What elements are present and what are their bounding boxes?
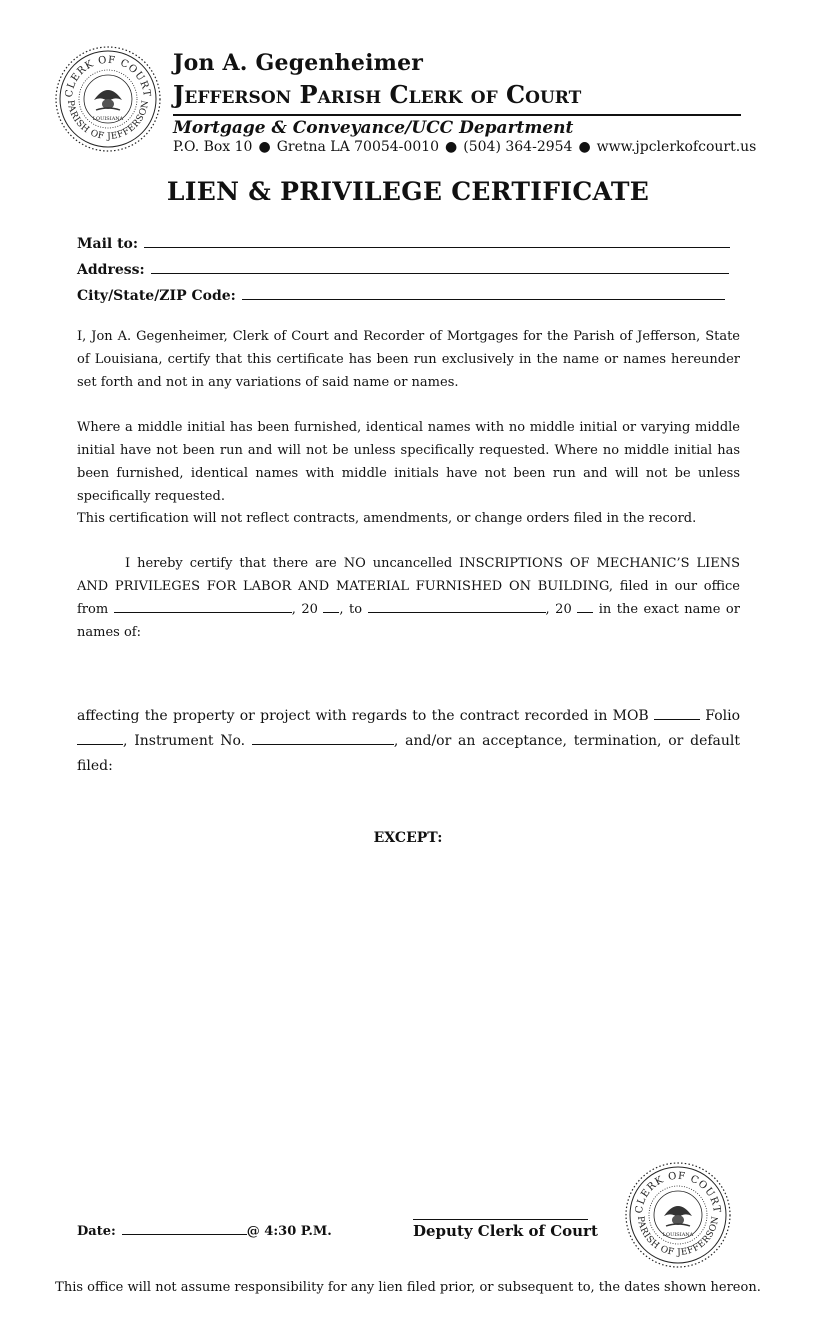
city-state-zip-row [77, 287, 725, 304]
folio-field[interactable] [77, 734, 123, 745]
paragraph-certification: I, Jon A. Gegenheimer, Clerk of Court and Recorder of Mortgages for the Parish of Jefferson, State of Louisiana, certify that this certificate has been run exclusively in the name or names hereunder set forth and not in any variations of said name or names. [77, 329, 740, 390]
bullet-icon: ● [578, 139, 591, 155]
seal-bottom-text: PARISH OF JEFFERSON [64, 99, 152, 143]
contact-line [173, 139, 756, 155]
seal-top-text: CLERK OF COURT [633, 1170, 723, 1215]
certify-text: I hereby certify that there are NO uncancelled INSCRIPTIONS OF MECHANIC’S LIENS AND PRIVILEGES FOR LABOR AND MATERIAL FURNISHED ON BUILDING, filed in our office from [77, 556, 740, 617]
mob-field[interactable] [654, 709, 700, 720]
year-prefix: , 20 [291, 602, 318, 617]
year-prefix: , 20 [545, 602, 572, 617]
except-label: EXCEPT: [373, 830, 443, 846]
address-field[interactable] [151, 261, 729, 274]
seal-center-text: LOUISIANA [92, 116, 124, 122]
website-link[interactable]: www.jpclerkofcourt.us [596, 139, 757, 155]
pelican-icon [664, 1206, 692, 1226]
paragraph-middle-initial: Where a middle initial has been furnished, identical names with no middle initial or varying middle initial have not been run and will not be unless specifically requested. Where no middle initial has been furnished, identical names with middle initials have not been run and will not be unless specifically requested. [77, 420, 740, 504]
department-name: Mortgage & Conveyance/UCC Department [173, 118, 574, 138]
mail-to-label: Mail to: [77, 236, 139, 252]
signature-line[interactable] [413, 1219, 588, 1220]
address-label: Address: [77, 262, 145, 278]
date-field[interactable] [122, 1224, 247, 1235]
paragraph-affecting-property [77, 704, 740, 779]
pelican-icon [94, 90, 122, 110]
exact-names-text: in the exact name or names of: [77, 602, 740, 640]
to-year-field[interactable] [577, 602, 593, 613]
clerk-seal-bottom [624, 1160, 732, 1270]
po-box: P.O. Box 10 [173, 139, 253, 155]
to-date-field[interactable] [368, 602, 546, 613]
paragraph-contracts: This certification will not reflect contracts, amendments, or change orders filed in the record. [77, 511, 697, 526]
header-divider [173, 114, 741, 116]
instrument-field[interactable] [252, 734, 394, 745]
affecting-text: affecting the property or project with regards to the contract recorded in MOB [77, 708, 649, 724]
phone-number: (504) 364-2954 [463, 139, 573, 155]
seal-center-text: LOUISIANA [662, 1232, 694, 1238]
signature-label: Deputy Clerk of Court [413, 1222, 598, 1240]
seal-top-text: CLERK OF COURT [63, 54, 153, 99]
city-state-zip-field[interactable] [242, 287, 725, 300]
from-date-field[interactable] [114, 602, 292, 613]
seal-bottom-text: PARISH OF JEFFERSON [634, 1215, 722, 1259]
acceptance-text: , and/or an acceptance, termination, or default filed: [77, 733, 741, 774]
mail-to-row [77, 235, 730, 252]
folio-label: Folio [705, 708, 741, 724]
date-row [77, 1224, 332, 1239]
comma: , [123, 733, 128, 749]
to-label: , to [339, 602, 363, 617]
city-address: Gretna LA 70054-0010 [276, 139, 440, 155]
bullet-icon: ● [445, 139, 458, 155]
mail-to-field[interactable] [144, 235, 730, 248]
address-row [77, 261, 729, 278]
instrument-label: Instrument No. [134, 733, 246, 749]
bullet-icon: ● [258, 139, 271, 155]
paragraph-hereby-certify [77, 552, 740, 644]
clerk-seal-top [54, 44, 162, 154]
office-name: Jefferson Parish Clerk of Court [173, 80, 582, 109]
clerk-name: Jon A. Gegenheimer [173, 50, 424, 76]
document-title: LIEN & PRIVILEGE CERTIFICATE [166, 177, 650, 206]
from-year-field[interactable] [323, 602, 339, 613]
time-label: @ 4:30 P.M. [246, 1224, 332, 1239]
footer-disclaimer: This office will not assume responsibility for any lien filed prior, or subsequent to, the dates shown hereon. [55, 1280, 761, 1295]
date-label: Date: [77, 1224, 116, 1239]
city-state-zip-label: City/State/ZIP Code: [77, 288, 236, 304]
